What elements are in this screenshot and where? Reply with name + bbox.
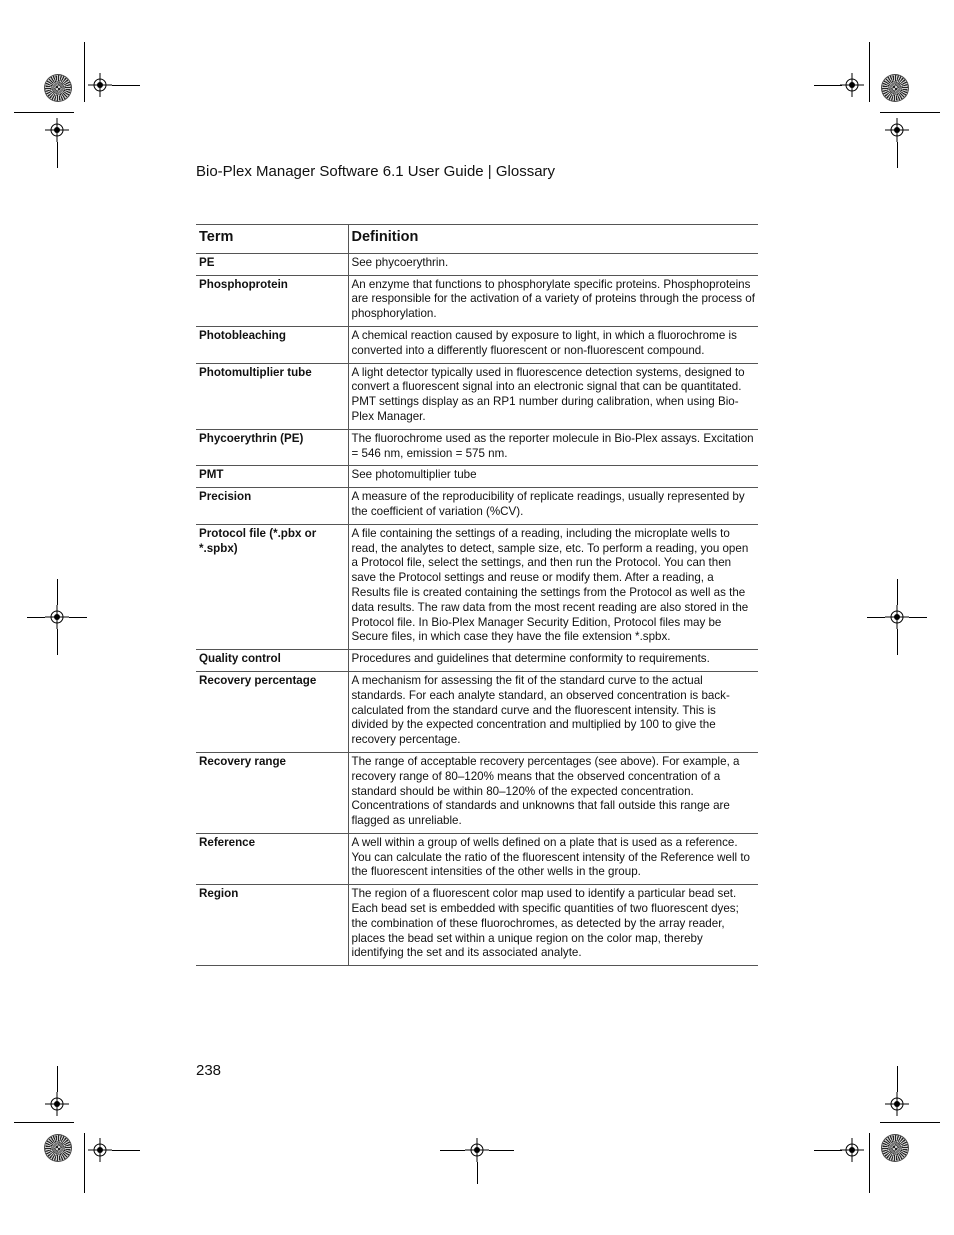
registration-crosshair-icon (840, 73, 864, 97)
glossary-term: PE (196, 253, 348, 275)
column-header-definition: Definition (348, 225, 758, 254)
registration-crosshair-icon (885, 1092, 909, 1116)
glossary-definition: An enzyme that functions to phosphorylate specific proteins. Phosphoproteins are responsible for the activation of a variety of proteins through the process of phosphorylation. (348, 275, 758, 326)
glossary-term: Photobleaching (196, 326, 348, 363)
registration-crosshair-icon (88, 73, 112, 97)
glossary-term: Phycoerythrin (PE) (196, 429, 348, 466)
glossary-definition: Procedures and guidelines that determine conformity to requirements. (348, 650, 758, 672)
glossary-table (196, 224, 758, 966)
page-header-title: Bio-Plex Manager Software 6.1 User Guide | Glossary (196, 163, 556, 180)
column-header-term: Term (196, 225, 348, 254)
glossary-term: Precision (196, 488, 348, 525)
table-row (196, 524, 758, 649)
table-row (196, 752, 758, 833)
page-number: 238 (196, 1062, 222, 1079)
table-row (196, 466, 758, 488)
glossary-definition: A measure of the reproducibility of replicate readings, usually represented by the coefficient of variation (%CV). (348, 488, 758, 525)
registration-crosshair-icon (88, 1138, 112, 1162)
table-row (196, 885, 758, 966)
glossary-definition: A well within a group of wells defined on a plate that is used as a reference. You can calculate the ratio of the fluorescent intensity of the Reference well to the fluorescent intensities of the other wells in the group. (348, 833, 758, 884)
glossary-definition: A mechanism for assessing the fit of the standard curve to the actual standards. For each analyte standard, an observed concentration is back-calculated from the standard curve and the fluorescent intensity. This is divided by the expected concentration and multiplied by 100 to give the recovery percentage. (348, 671, 758, 752)
table-row (196, 650, 758, 672)
glossary-term: Recovery range (196, 752, 348, 833)
registration-crosshair-icon (465, 1138, 489, 1162)
color-calibration-disc (882, 1135, 908, 1161)
glossary-definition: The fluorochrome used as the reporter molecule in Bio-Plex assays. Excitation = 546 nm, emission = 575 nm. (348, 429, 758, 466)
glossary-definition: A light detector typically used in fluorescence detection systems, designed to convert a fluorescent signal into an electronic signal that can be quantitated. PMT settings display as an RP1 number during calibration, when using Bio-Plex Manager. (348, 363, 758, 429)
glossary-definition: The range of acceptable recovery percentages (see above). For example, a recovery range of 80–120% means that the observed concentration of a standard should be within 80–120% of the expected concentration. Concentrations of standards and unknowns that fall outside this range are flagged as unreliable. (348, 752, 758, 833)
color-calibration-disc (45, 75, 71, 101)
registration-crosshair-icon (45, 605, 69, 629)
glossary-definition: A file containing the settings of a reading, including the microplate wells to read, the analytes to detect, sample size, etc. To perform a reading, you open a Protocol file, select the settings, and then run the Protocol. You can then save the Protocol settings and reuse or modify them. After a reading, a Results file is created containing the settings from the Protocol as well as the data results. The raw data from the most recent reading are also stored in the Protocol file. In Bio-Plex Manager Security Edition, Protocol files may be Secure files, in which case they have the file extension *.spbx. (348, 524, 758, 649)
glossary-term: PMT (196, 466, 348, 488)
glossary-term: Region (196, 885, 348, 966)
table-row (196, 275, 758, 326)
glossary-term: Quality control (196, 650, 348, 672)
glossary-term: Photomultiplier tube (196, 363, 348, 429)
glossary-term: Protocol file (*.pbx or *.spbx) (196, 524, 348, 649)
table-row (196, 488, 758, 525)
table-header-row (196, 225, 758, 254)
registration-crosshair-icon (885, 605, 909, 629)
table-row (196, 833, 758, 884)
table-row (196, 253, 758, 275)
table-row (196, 429, 758, 466)
glossary-definition: A chemical reaction caused by exposure to light, in which a fluorochrome is converted into a differently fluorescent or non-fluorescent compound. (348, 326, 758, 363)
glossary-term: Reference (196, 833, 348, 884)
color-calibration-disc (45, 1135, 71, 1161)
glossary-definition: See photomultiplier tube (348, 466, 758, 488)
color-calibration-disc (882, 75, 908, 101)
registration-crosshair-icon (45, 1092, 69, 1116)
table-row (196, 326, 758, 363)
registration-crosshair-icon (885, 118, 909, 142)
registration-crosshair-icon (840, 1138, 864, 1162)
registration-crosshair-icon (45, 118, 69, 142)
glossary-term: Phosphoprotein (196, 275, 348, 326)
table-row (196, 671, 758, 752)
table-row (196, 363, 758, 429)
glossary-term: Recovery percentage (196, 671, 348, 752)
glossary-definition: The region of a fluorescent color map used to identify a particular bead set. Each bead set is embedded with specific quantities of two fluorescent dyes; the combination of these fluorochromes, as detected by the array reader, places the bead set within a unique region on the color map, thereby identifying the set and its associated analyte. (348, 885, 758, 966)
glossary-definition: See phycoerythrin. (348, 253, 758, 275)
